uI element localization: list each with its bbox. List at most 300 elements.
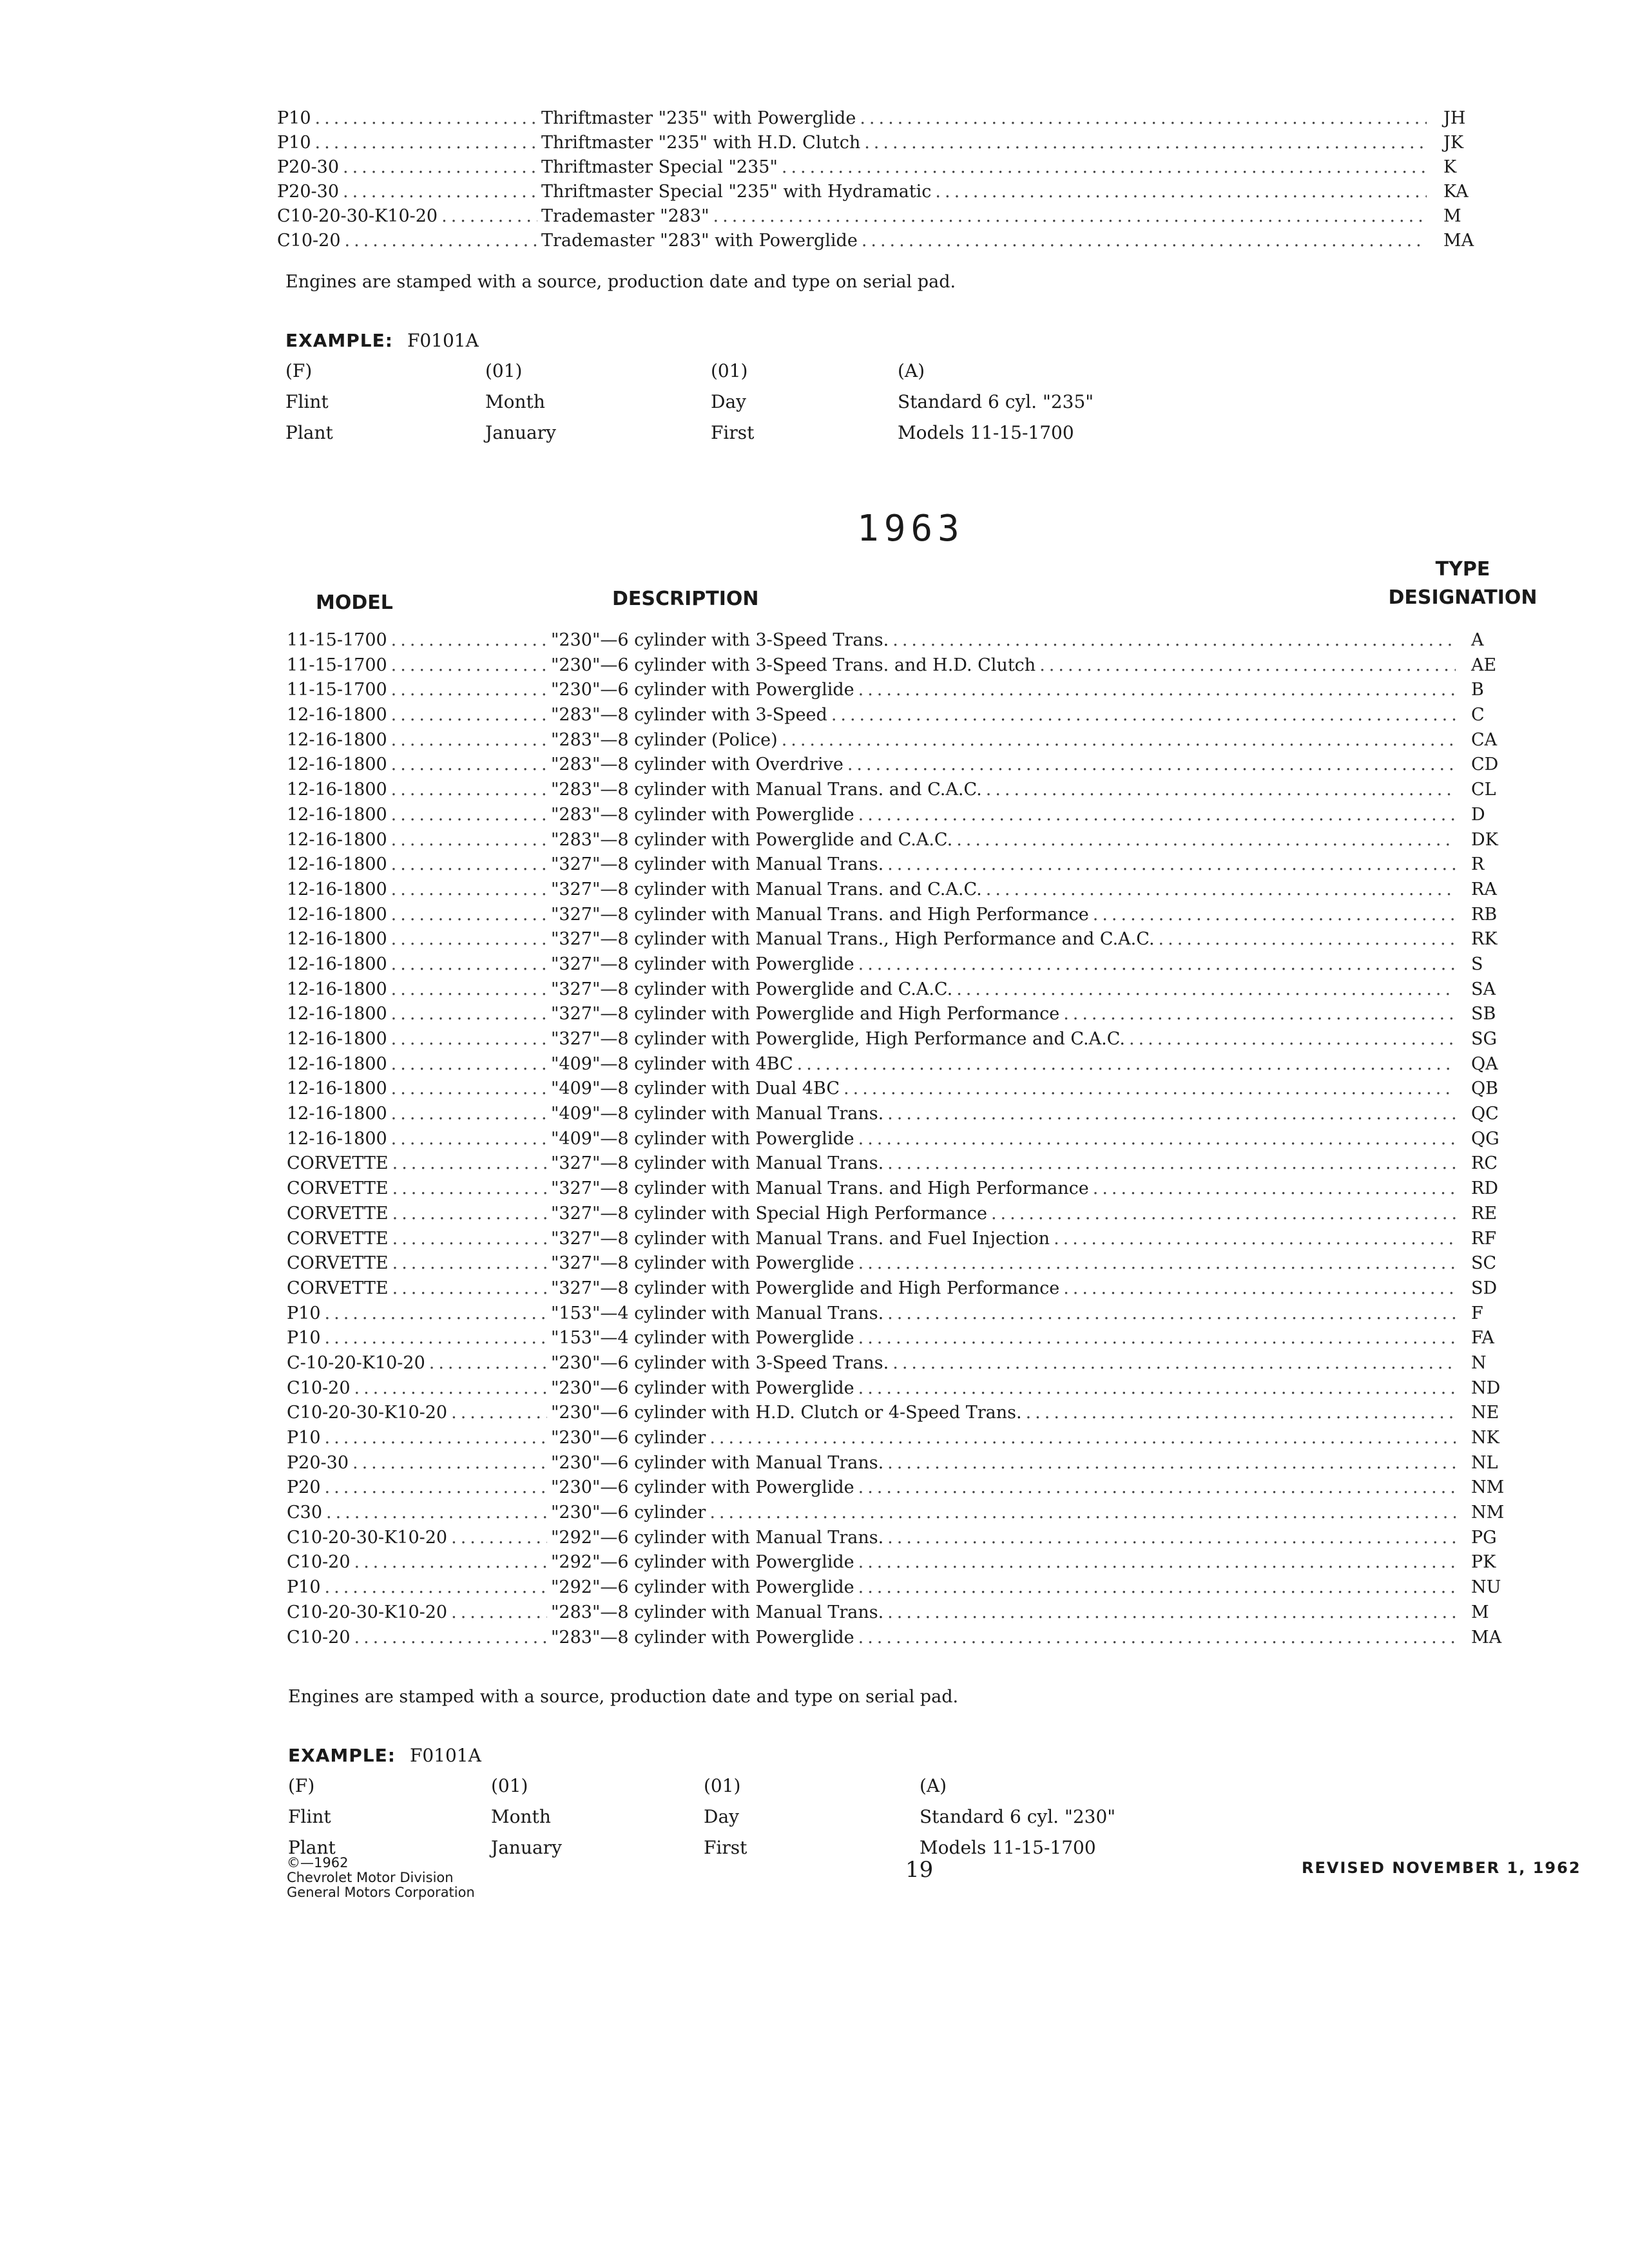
leader-dots: [1054, 1229, 1456, 1249]
leader-dots: [887, 1602, 1456, 1622]
leader-dots: [858, 1628, 1456, 1648]
model-text: CORVETTE: [287, 1253, 389, 1274]
model-text: C10-20: [287, 1552, 351, 1573]
leader-dots: [864, 133, 1427, 153]
leader-dots: [391, 705, 547, 725]
table-row: [277, 206, 1514, 231]
description-cell: [551, 1503, 1460, 1523]
table-row: [287, 730, 1550, 755]
model-cell: [287, 680, 551, 700]
type-designation-cell: C: [1471, 705, 1485, 726]
example-cell: (F): [285, 360, 313, 381]
type-designation-cell: AE: [1471, 655, 1497, 675]
model-text: P10: [287, 1428, 321, 1448]
type-designation-cell: NM: [1471, 1477, 1505, 1498]
leader-dots: [892, 630, 1456, 650]
leader-dots: [782, 730, 1456, 750]
model-cell: [287, 830, 551, 850]
leader-dots: [429, 1353, 547, 1373]
model-cell: [287, 1552, 551, 1572]
page-number: 19: [905, 1857, 934, 1883]
model-text: 12-16-1800: [287, 780, 387, 800]
type-designation-cell: NK: [1471, 1428, 1499, 1448]
leader-dots: [391, 879, 547, 899]
leader-dots: [343, 157, 537, 177]
leader-dots: [325, 1577, 547, 1597]
type-designation-cell: SB: [1471, 1004, 1496, 1024]
model-cell: [287, 1303, 551, 1323]
model-text: P20-30: [277, 157, 340, 177]
description-cell: [551, 954, 1460, 974]
leader-dots: [935, 182, 1427, 202]
type-designation-cell: PK: [1471, 1552, 1496, 1573]
description-text: "230"—6 cylinder with 3-Speed Trans.: [551, 630, 889, 650]
model-text: CORVETTE: [287, 1203, 389, 1224]
example-block-bottom: [288, 1745, 1152, 1861]
description-cell: [551, 655, 1460, 675]
description-text: Thriftmaster Special "235" with Hydramatic: [541, 182, 932, 202]
model-cell: [287, 905, 551, 925]
description-cell: [551, 1029, 1460, 1049]
table-row: [287, 1378, 1550, 1403]
model-text: C10-20: [287, 1627, 351, 1648]
description-cell: [541, 157, 1431, 177]
type-designation-cell: QG: [1471, 1128, 1499, 1149]
table-row: [287, 780, 1550, 805]
model-cell: [277, 108, 541, 128]
table-row: [287, 1328, 1550, 1353]
model-cell: [287, 730, 551, 750]
example-cell: Month: [485, 391, 545, 412]
leader-dots: [391, 929, 547, 949]
description-cell: [551, 1353, 1460, 1373]
description-text: "327"—8 cylinder with Manual Trans.: [551, 854, 884, 875]
description-cell: [551, 1303, 1460, 1323]
table-row: [287, 1054, 1550, 1079]
table-row: [287, 655, 1550, 680]
leader-dots: [354, 1378, 548, 1398]
type-designation-cell: CL: [1471, 780, 1496, 800]
model-text: P10: [287, 1328, 321, 1349]
leader-dots: [391, 1029, 547, 1049]
example-cell: (01): [704, 1775, 741, 1796]
model-text: C10-20-30-K10-20: [287, 1527, 448, 1548]
table-row: [287, 1602, 1550, 1628]
model-cell: [277, 157, 541, 177]
type-designation-cell: F: [1471, 1303, 1483, 1323]
stamp-note-bottom: Engines are stamped with a source, production date and type on serial pad.: [288, 1687, 959, 1707]
model-cell: [287, 1353, 551, 1373]
example-cell: (01): [711, 360, 748, 381]
description-cell: [551, 1428, 1460, 1448]
type-designation-cell: RB: [1471, 904, 1498, 925]
description-cell: [551, 1204, 1460, 1224]
description-text: "327"—8 cylinder with Powerglide: [551, 1253, 854, 1274]
description-text: "283"—8 cylinder with Powerglide: [551, 804, 854, 825]
description-text: "327"—8 cylinder with Powerglide and C.A.C.: [551, 979, 953, 999]
model-text: P10: [287, 1577, 321, 1598]
description-text: "230"—6 cylinder with H.D. Clutch or 4-Speed Trans.: [551, 1403, 1022, 1423]
type-designation-cell: B: [1471, 680, 1484, 700]
description-cell: [551, 1552, 1460, 1572]
leader-dots: [887, 1303, 1456, 1323]
table-row: [287, 1503, 1550, 1528]
leader-dots: [986, 879, 1456, 899]
model-cell: [287, 1204, 551, 1224]
table-row: [287, 1253, 1550, 1278]
leader-dots: [315, 108, 537, 128]
leader-dots: [858, 1129, 1456, 1149]
leader-dots: [315, 133, 537, 153]
type-designation-cell: RF: [1471, 1228, 1497, 1249]
description-cell: [551, 1229, 1460, 1249]
model-cell: [287, 1328, 551, 1348]
type-designation-cell: M: [1471, 1602, 1489, 1622]
example-cell: January: [485, 422, 556, 443]
description-cell: [551, 1004, 1460, 1024]
description-cell: [551, 780, 1460, 800]
description-text: "327"—8 cylinder with Powerglide and High Performance: [551, 1278, 1060, 1298]
type-designation-cell: S: [1471, 954, 1483, 974]
model-cell: [287, 1528, 551, 1548]
leader-dots: [391, 1004, 547, 1024]
model-cell: [287, 979, 551, 999]
description-text: "327"—8 cylinder with Manual Trans. and Fuel Injection: [551, 1228, 1050, 1249]
description-text: "327"—8 cylinder with Powerglide, High Performance and C.A.C.: [551, 1029, 1125, 1049]
leader-dots: [392, 1253, 547, 1273]
table-row: [287, 1628, 1550, 1653]
model-text: 12-16-1800: [287, 829, 387, 850]
model-cell: [287, 630, 551, 650]
model-cell: [287, 1104, 551, 1124]
leader-dots: [858, 1378, 1456, 1398]
table-row: [287, 1353, 1550, 1378]
table-row: [287, 1129, 1550, 1154]
model-cell: [277, 182, 541, 202]
table-row: [287, 1403, 1550, 1428]
leader-dots: [391, 1129, 547, 1149]
leader-dots: [391, 1104, 547, 1124]
type-designation-cell: KA: [1443, 182, 1469, 202]
description-cell: [551, 1104, 1460, 1124]
engine-code-table-1962-continued: [277, 108, 1514, 255]
type-designation-cell: MA: [1443, 231, 1474, 251]
table-row: [287, 630, 1550, 655]
model-text: 12-16-1800: [287, 1104, 387, 1124]
example-code: F0101A: [407, 330, 479, 351]
leader-dots: [391, 630, 547, 650]
leader-dots: [858, 680, 1456, 700]
leader-dots: [1159, 929, 1456, 949]
description-cell: [551, 929, 1460, 949]
example-cell: First: [704, 1837, 747, 1858]
model-text: C-10-20-K10-20: [287, 1352, 425, 1373]
table-row: [277, 133, 1514, 157]
description-text: "327"—8 cylinder with Manual Trans. and High Performance: [551, 1178, 1089, 1199]
type-designation-cell: RD: [1471, 1178, 1498, 1199]
table-row: [277, 231, 1514, 255]
description-cell: [551, 1378, 1460, 1398]
description-text: "409"—8 cylinder with Manual Trans.: [551, 1104, 884, 1124]
leader-dots: [831, 705, 1456, 725]
model-text: 12-16-1800: [287, 1053, 387, 1074]
table-row: [287, 754, 1550, 780]
description-text: "283"—8 cylinder with Overdrive: [551, 754, 843, 775]
leader-dots: [391, 830, 547, 850]
leader-dots: [354, 1628, 548, 1648]
description-cell: [551, 1129, 1460, 1149]
type-designation-cell: QA: [1471, 1053, 1498, 1074]
model-cell: [287, 854, 551, 874]
model-cell: [287, 1477, 551, 1497]
model-text: C10-20-30-K10-20: [287, 1403, 448, 1423]
description-cell: [551, 1602, 1460, 1622]
type-designation-cell: NM: [1471, 1503, 1505, 1523]
leader-dots: [1063, 1278, 1456, 1298]
leader-dots: [391, 854, 547, 874]
description-text: "230"—6 cylinder with 3-Speed Trans. and H.D. Clutch: [551, 655, 1036, 675]
leader-dots: [352, 1453, 547, 1473]
engine-code-table-1963: [287, 630, 1550, 1652]
example-label: EXAMPLE:: [285, 330, 393, 351]
description-cell: [541, 133, 1431, 153]
description-cell: [551, 1577, 1460, 1597]
example-breakdown: [288, 1773, 1152, 1861]
leader-dots: [325, 1477, 547, 1497]
leader-dots: [858, 1552, 1456, 1572]
leader-dots: [858, 1577, 1456, 1597]
description-text: "292"—6 cylinder with Powerglide: [551, 1577, 854, 1598]
example-cell: Flint: [285, 391, 329, 412]
model-text: 12-16-1800: [287, 804, 387, 825]
description-cell: [551, 1528, 1460, 1548]
leader-dots: [391, 780, 547, 800]
leader-dots: [1129, 1029, 1456, 1049]
leader-dots: [391, 905, 547, 925]
column-header-type: [1366, 555, 1559, 612]
leader-dots: [392, 1153, 547, 1173]
example-cell: (01): [485, 360, 523, 381]
leader-dots: [887, 1104, 1456, 1124]
leader-dots: [858, 1477, 1456, 1497]
model-text: 12-16-1800: [287, 954, 387, 974]
table-row: [287, 1278, 1550, 1303]
type-designation-cell: RA: [1471, 879, 1497, 899]
model-cell: [287, 1153, 551, 1173]
type-designation-cell: ND: [1471, 1378, 1501, 1398]
table-row: [287, 830, 1550, 855]
description-cell: [551, 1079, 1460, 1099]
type-designation-cell: NE: [1471, 1403, 1499, 1423]
model-text: 11-15-1700: [287, 630, 387, 650]
description-text: "409"—8 cylinder with 4BC: [551, 1053, 793, 1074]
type-designation-cell: QC: [1471, 1104, 1499, 1124]
model-cell: [287, 1253, 551, 1273]
example-block-top: [285, 330, 1130, 446]
model-text: CORVETTE: [287, 1228, 389, 1249]
leader-dots: [325, 1428, 547, 1448]
model-text: P20-30: [277, 182, 340, 202]
leader-dots: [862, 231, 1427, 251]
model-text: C10-20: [277, 231, 341, 251]
description-text: "327"—8 cylinder with Manual Trans. and C.A.C.: [551, 879, 982, 899]
description-text: "230"—6 cylinder with Powerglide: [551, 1378, 854, 1398]
leader-dots: [392, 1204, 547, 1224]
table-row: [277, 182, 1514, 206]
description-text: Thriftmaster "235" with H.D. Clutch: [541, 133, 861, 153]
description-cell: [541, 231, 1431, 251]
leader-dots: [887, 854, 1456, 874]
description-text: "292"—6 cylinder with Manual Trans.: [551, 1527, 884, 1548]
model-cell: [287, 1129, 551, 1149]
model-text: P20-30: [287, 1452, 349, 1473]
table-row: [287, 905, 1550, 930]
copyright-year: ©—1962: [287, 1855, 349, 1870]
type-designation-cell: R: [1471, 854, 1485, 875]
leader-dots: [892, 1353, 1456, 1373]
type-designation-cell: SA: [1471, 979, 1496, 999]
type-designation-cell: CA: [1471, 729, 1498, 750]
leader-dots: [887, 1528, 1456, 1548]
example-cell: (F): [288, 1775, 315, 1796]
description-text: "409"—8 cylinder with Dual 4BC: [551, 1079, 840, 1099]
leader-dots: [326, 1503, 547, 1523]
type-designation-cell: SC: [1471, 1253, 1497, 1274]
example-cell: Standard 6 cyl. "235": [898, 391, 1094, 412]
model-text: 12-16-1800: [287, 1079, 387, 1099]
table-row: [287, 680, 1550, 705]
description-text: Thriftmaster Special "235": [541, 157, 778, 177]
corporation-name: General Motors Corporation: [287, 1885, 475, 1900]
type-designation-cell: FA: [1471, 1328, 1494, 1349]
model-cell: [277, 206, 541, 226]
model-cell: [287, 1178, 551, 1198]
description-cell: [551, 979, 1460, 999]
table-row: [287, 1477, 1550, 1503]
type-designation-cell: RK: [1471, 929, 1498, 950]
leader-dots: [391, 979, 547, 999]
leader-dots: [354, 1552, 548, 1572]
year-heading: 1963: [857, 508, 965, 550]
table-row: [287, 1528, 1550, 1553]
description-cell: [551, 705, 1460, 725]
description-text: "327"—8 cylinder with Powerglide: [551, 954, 854, 974]
description-text: Trademaster "283" with Powerglide: [541, 231, 858, 251]
model-cell: [287, 655, 551, 675]
leader-dots: [392, 1278, 547, 1298]
description-cell: [551, 1403, 1460, 1423]
description-text: "230"—6 cylinder with 3-Speed Trans.: [551, 1352, 889, 1373]
leader-dots: [956, 830, 1456, 850]
type-header-line1: TYPE: [1435, 558, 1490, 581]
table-row: [287, 1453, 1550, 1478]
model-cell: [287, 1229, 551, 1249]
model-cell: [287, 1428, 551, 1448]
table-row: [287, 879, 1550, 905]
description-cell: [551, 1153, 1460, 1173]
model-cell: [287, 705, 551, 725]
description-text: "283"—8 cylinder (Police): [551, 729, 778, 750]
description-text: "327"—8 cylinder with Powerglide and High Performance: [551, 1004, 1060, 1024]
description-text: "292"—6 cylinder with Powerglide: [551, 1552, 854, 1573]
column-header-description: DESCRIPTION: [612, 588, 759, 610]
leader-dots: [858, 1253, 1456, 1273]
type-designation-cell: NL: [1471, 1452, 1498, 1473]
leader-dots: [709, 1428, 1456, 1448]
description-cell: [551, 1054, 1460, 1074]
model-text: 12-16-1800: [287, 854, 387, 875]
table-row: [287, 1229, 1550, 1254]
model-text: CORVETTE: [287, 1278, 389, 1298]
leader-dots: [847, 754, 1456, 774]
leader-dots: [1063, 1004, 1456, 1024]
table-row: [287, 1004, 1550, 1029]
description-cell: [551, 1477, 1460, 1497]
example-cell: Plant: [288, 1837, 336, 1858]
leader-dots: [391, 1054, 547, 1074]
description-cell: [541, 206, 1431, 226]
leader-dots: [858, 805, 1456, 825]
description-cell: [551, 1453, 1460, 1473]
type-designation-cell: RC: [1471, 1153, 1498, 1174]
example-cell: Flint: [288, 1806, 331, 1827]
type-designation-cell: D: [1471, 804, 1485, 825]
leader-dots: [391, 805, 547, 825]
description-text: "153"—4 cylinder with Powerglide: [551, 1328, 854, 1349]
table-row: [287, 1428, 1550, 1453]
table-row: [287, 929, 1550, 954]
leader-dots: [391, 754, 547, 774]
description-text: "283"—8 cylinder with 3-Speed: [551, 705, 827, 726]
model-text: 12-16-1800: [287, 1128, 387, 1149]
example-cell: Month: [491, 1806, 551, 1827]
description-cell: [541, 108, 1431, 128]
description-text: "230"—6 cylinder with Powerglide: [551, 1477, 854, 1498]
example-code: F0101A: [409, 1745, 481, 1766]
table-row: [287, 705, 1550, 730]
model-text: CORVETTE: [287, 1178, 389, 1199]
description-cell: [551, 1328, 1460, 1348]
model-text: C30: [287, 1503, 323, 1523]
leader-dots: [713, 206, 1427, 226]
type-designation-cell: QB: [1471, 1079, 1498, 1099]
model-text: 12-16-1800: [287, 979, 387, 999]
division-name: Chevrolet Motor Division: [287, 1870, 454, 1885]
table-row: [287, 1153, 1550, 1178]
description-text: "327"—8 cylinder with Manual Trans. and High Performance: [551, 904, 1089, 925]
example-cell: Models 11-15-1700: [920, 1837, 1096, 1858]
description-cell: [541, 182, 1431, 202]
description-cell: [551, 879, 1460, 899]
description-cell: [551, 730, 1460, 750]
description-cell: [551, 754, 1460, 774]
model-text: P20: [287, 1477, 321, 1498]
description-text: "327"—8 cylinder with Special High Performance: [551, 1203, 987, 1224]
model-cell: [287, 1079, 551, 1099]
type-designation-cell: NU: [1471, 1577, 1501, 1598]
description-text: "230"—6 cylinder with Manual Trans.: [551, 1452, 884, 1473]
leader-dots: [325, 1303, 547, 1323]
description-cell: [551, 1253, 1460, 1273]
model-cell: [287, 754, 551, 774]
leader-dots: [391, 680, 547, 700]
leader-dots: [345, 231, 538, 251]
leader-dots: [391, 954, 547, 974]
type-designation-cell: PG: [1471, 1527, 1497, 1548]
model-text: C10-20-30-K10-20: [287, 1602, 448, 1622]
leader-dots: [451, 1602, 547, 1622]
leader-dots: [441, 206, 537, 226]
